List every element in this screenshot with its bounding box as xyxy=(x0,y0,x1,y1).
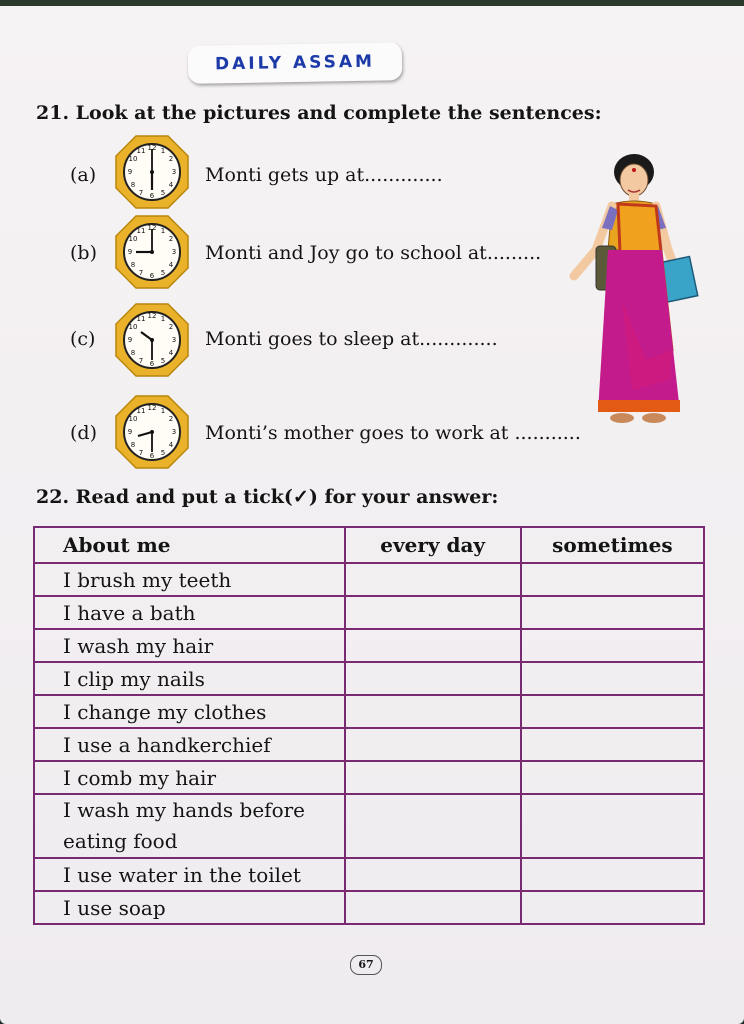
every-day-cell[interactable] xyxy=(345,761,521,794)
svg-text:8: 8 xyxy=(130,349,136,357)
svg-text:7: 7 xyxy=(138,189,144,197)
item-label: (a) xyxy=(70,164,97,186)
header-about-me: About me xyxy=(34,527,345,563)
svg-text:12: 12 xyxy=(147,224,157,232)
row-label: I have a bath xyxy=(34,596,345,629)
svg-text:7: 7 xyxy=(138,449,144,457)
sentence-b: Monti and Joy go to school at......... xyxy=(205,242,542,264)
woman-illustration xyxy=(552,150,712,428)
every-day-cell[interactable] xyxy=(345,629,521,662)
question-21-title: 21. Look at the pictures and complete the sentences: xyxy=(36,102,602,124)
sometimes-cell[interactable] xyxy=(521,563,704,596)
table-header-row xyxy=(34,527,704,563)
svg-text:4: 4 xyxy=(168,261,174,269)
sometimes-cell[interactable] xyxy=(521,794,704,858)
svg-text:10: 10 xyxy=(128,235,138,243)
svg-text:7: 7 xyxy=(138,269,144,277)
sometimes-cell[interactable] xyxy=(521,662,704,695)
every-day-cell[interactable] xyxy=(345,563,521,596)
clock-icon xyxy=(114,394,190,470)
row-label: I wash my hands before eating food xyxy=(34,794,345,858)
every-day-cell[interactable] xyxy=(345,891,521,924)
every-day-cell[interactable] xyxy=(345,728,521,761)
svg-text:2: 2 xyxy=(168,155,174,163)
svg-text:6: 6 xyxy=(149,452,155,460)
sometimes-cell[interactable] xyxy=(521,858,704,891)
clock-icon xyxy=(114,302,190,378)
svg-text:10: 10 xyxy=(128,323,138,331)
sometimes-cell[interactable] xyxy=(521,891,704,924)
svg-text:12: 12 xyxy=(147,312,157,320)
every-day-cell[interactable] xyxy=(345,662,521,695)
svg-text:10: 10 xyxy=(128,155,138,163)
svg-text:5: 5 xyxy=(160,357,166,365)
svg-text:9: 9 xyxy=(127,248,133,256)
table-row xyxy=(34,858,704,891)
svg-text:5: 5 xyxy=(160,449,166,457)
table-row xyxy=(34,891,704,924)
svg-text:1: 1 xyxy=(160,315,166,323)
page-number: 67 xyxy=(350,955,382,975)
svg-text:9: 9 xyxy=(127,336,133,344)
clock-icon xyxy=(114,214,190,290)
question-22-title: 22. Read and put a tick(✓) for your answer: xyxy=(36,486,499,508)
svg-text:11: 11 xyxy=(136,407,146,415)
every-day-cell[interactable] xyxy=(345,794,521,858)
svg-text:3: 3 xyxy=(171,428,177,436)
svg-text:12: 12 xyxy=(147,144,157,152)
svg-text:2: 2 xyxy=(168,415,174,423)
svg-text:11: 11 xyxy=(136,315,146,323)
svg-text:4: 4 xyxy=(168,349,174,357)
svg-text:12: 12 xyxy=(147,404,157,412)
page-top-edge xyxy=(0,0,744,6)
row-label: I brush my teeth xyxy=(34,563,345,596)
svg-text:1: 1 xyxy=(160,227,166,235)
svg-text:6: 6 xyxy=(149,360,155,368)
svg-text:2: 2 xyxy=(168,323,174,331)
row-label: I use water in the toilet xyxy=(34,858,345,891)
sentence-a: Monti gets up at............. xyxy=(205,164,443,186)
svg-text:6: 6 xyxy=(149,192,155,200)
sentence-d: Monti’s mother goes to work at ........... xyxy=(205,422,581,444)
sometimes-cell[interactable] xyxy=(521,761,704,794)
tick-table xyxy=(33,526,705,925)
svg-text:11: 11 xyxy=(136,227,146,235)
row-label: I comb my hair xyxy=(34,761,345,794)
every-day-cell[interactable] xyxy=(345,858,521,891)
row-label: I change my clothes xyxy=(34,695,345,728)
header-sometimes: sometimes xyxy=(521,527,704,563)
row-label: I use soap xyxy=(34,891,345,924)
row-label: I wash my hair xyxy=(34,629,345,662)
svg-text:1: 1 xyxy=(160,147,166,155)
table-row xyxy=(34,662,704,695)
table-row xyxy=(34,596,704,629)
sometimes-cell[interactable] xyxy=(521,596,704,629)
table-row xyxy=(34,794,704,858)
svg-text:5: 5 xyxy=(160,269,166,277)
every-day-cell[interactable] xyxy=(345,695,521,728)
table-row xyxy=(34,695,704,728)
clock-icon xyxy=(114,134,190,210)
svg-text:5: 5 xyxy=(160,189,166,197)
svg-text:3: 3 xyxy=(171,168,177,176)
sentence-c: Monti goes to sleep at............. xyxy=(205,328,498,350)
sometimes-cell[interactable] xyxy=(521,695,704,728)
item-label: (d) xyxy=(70,422,97,444)
svg-text:8: 8 xyxy=(130,441,136,449)
item-label: (c) xyxy=(70,328,96,350)
svg-text:1: 1 xyxy=(160,407,166,415)
svg-text:8: 8 xyxy=(130,181,136,189)
table-row xyxy=(34,629,704,662)
table-row xyxy=(34,761,704,794)
row-label: I clip my nails xyxy=(34,662,345,695)
svg-text:11: 11 xyxy=(136,147,146,155)
every-day-cell[interactable] xyxy=(345,596,521,629)
svg-text:9: 9 xyxy=(127,428,133,436)
svg-text:9: 9 xyxy=(127,168,133,176)
svg-text:6: 6 xyxy=(149,272,155,280)
row-label: I use a handkerchief xyxy=(34,728,345,761)
watermark-label: DAILY ASSAM xyxy=(188,42,403,84)
header-every-day: every day xyxy=(345,527,521,563)
svg-text:4: 4 xyxy=(168,181,174,189)
sometimes-cell[interactable] xyxy=(521,728,704,761)
svg-text:4: 4 xyxy=(168,441,174,449)
svg-text:3: 3 xyxy=(171,248,177,256)
svg-text:10: 10 xyxy=(128,415,138,423)
svg-text:2: 2 xyxy=(168,235,174,243)
svg-text:3: 3 xyxy=(171,336,177,344)
svg-text:7: 7 xyxy=(138,357,144,365)
svg-text:8: 8 xyxy=(130,261,136,269)
table-row xyxy=(34,563,704,596)
sometimes-cell[interactable] xyxy=(521,629,704,662)
item-label: (b) xyxy=(70,242,97,264)
table-row xyxy=(34,728,704,761)
